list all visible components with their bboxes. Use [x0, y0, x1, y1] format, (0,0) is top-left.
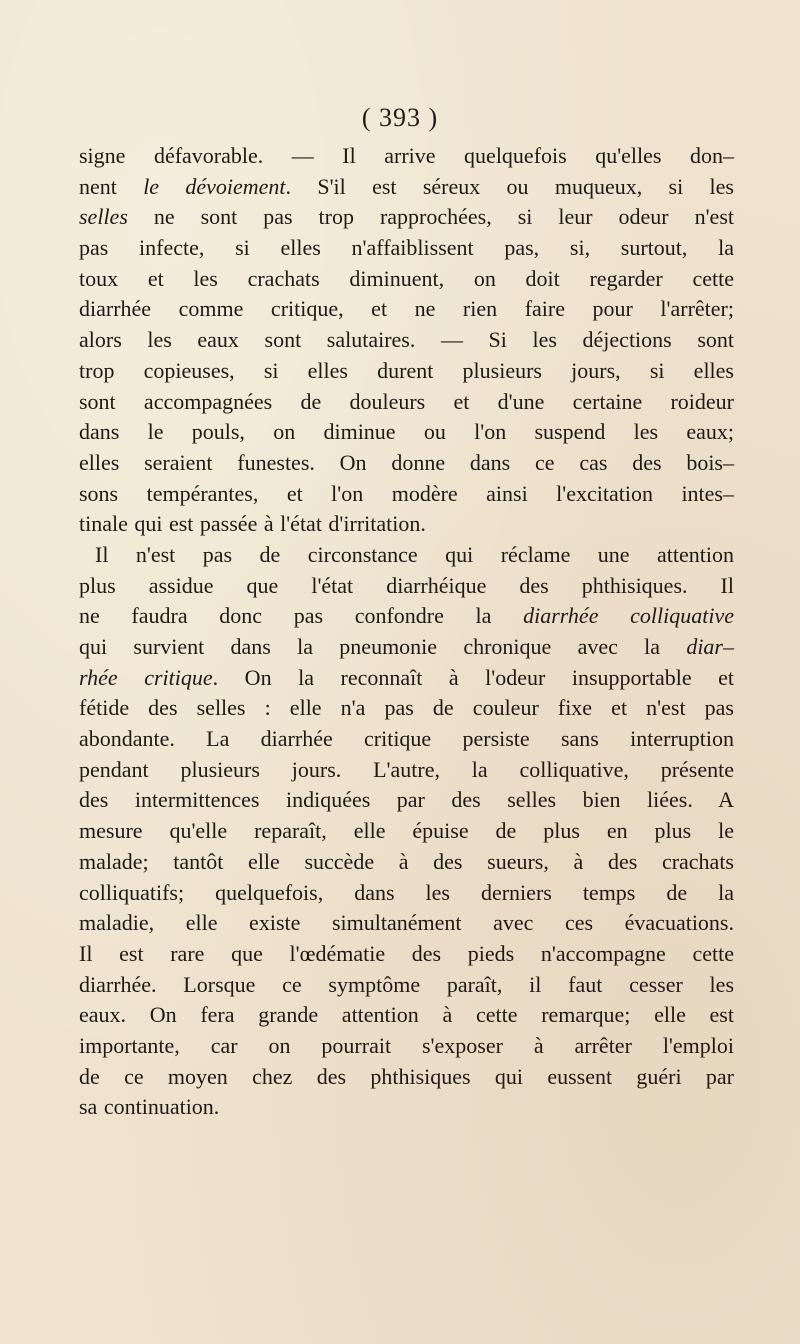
text-line: [79, 724, 734, 755]
text-line: [79, 509, 734, 540]
text-line: [79, 172, 734, 203]
text-segment: diarrhée comme critique, et ne rien faire pour l'arrêter;: [79, 296, 734, 322]
text-segment: qui survient dans la pneumonie chronique avec la: [79, 634, 687, 659]
text-line: [79, 908, 734, 939]
text-line: [79, 939, 734, 970]
text-line: [79, 479, 734, 510]
text-line: [79, 1031, 734, 1062]
text-line: [79, 632, 734, 663]
text-segment: importante, car on pourrait s'exposer à arrêter l'emploi: [79, 1032, 734, 1058]
text-segment: sons tempérantes, et l'on modère ainsi l'excitation intes–: [79, 480, 734, 506]
text-segment: toux et les crachats diminuent, on doit regarder cette: [79, 265, 734, 291]
text-line: [79, 356, 734, 387]
text-line: [79, 847, 734, 878]
text-line: [79, 325, 734, 356]
italic-text: selles: [79, 204, 128, 230]
text-segment: malade; tantôt elle succède à des sueurs, à des crachats: [79, 848, 734, 874]
italic-text: le dévoiement: [143, 173, 286, 199]
text-segment: pendant plusieurs jours. L'autre, la colliquative, présente: [79, 756, 734, 782]
text-segment: . S'il est séreux ou muqueux, si les: [285, 173, 734, 199]
text-segment: elles seraient funestes. On donne dans ce cas des bois–: [79, 449, 734, 475]
italic-text: rhée critique: [79, 664, 213, 690]
text-segment: eaux. On fera grande attention à cette remarque; elle est: [79, 1002, 734, 1028]
text-line: [79, 1000, 734, 1031]
text-line: [79, 970, 734, 1001]
text-line: [79, 417, 734, 448]
text-line: [79, 294, 734, 325]
text-line: [79, 202, 734, 233]
text-segment: dans le pouls, on diminue ou l'on suspend les eaux;: [79, 419, 734, 445]
text-segment: maladie, elle existe simultanément avec ces évacuations.: [79, 910, 734, 936]
page-number: ( 393 ): [361, 103, 439, 132]
text-line: [79, 878, 734, 909]
text-segment: de ce moyen chez des phthisiques qui eussent guéri par: [79, 1063, 734, 1089]
text-segment: alors les eaux sont salutaires. — Si les déjections sont: [79, 327, 734, 353]
text-line: [79, 785, 734, 816]
text-segment: sont accompagnées de douleurs et d'une certaine roideur: [79, 388, 734, 414]
text-segment: . On la reconnaît à l'odeur insupportable et: [212, 664, 735, 690]
text-line: [79, 571, 734, 602]
italic-text: diarrhée colliquative: [523, 603, 734, 629]
text-line: [79, 387, 734, 418]
text-segment: pas infecte, si elles n'affaiblissent pas, si, surtout, la: [79, 235, 734, 261]
text-line: [79, 663, 734, 694]
text-segment: ne sont pas trop rapprochées, si leur odeur n'est: [127, 204, 734, 230]
text-segment: signe défavorable. — Il arrive quelquefois qu'elles don–: [79, 143, 734, 168]
text-line: [79, 448, 734, 479]
text-line: [79, 141, 734, 172]
text-segment: abondante. La diarrhée critique persiste sans interruption: [79, 726, 734, 752]
body-text: [79, 141, 734, 1123]
text-line: [79, 601, 734, 632]
italic-text: diar–: [686, 634, 734, 659]
text-segment: trop copieuses, si elles durent plusieurs jours, si elles: [79, 357, 734, 383]
text-segment: des intermittences indiquées par des selles bien liées. A: [79, 787, 734, 813]
text-segment: sa continuation.: [79, 1094, 220, 1120]
text-segment: Il n'est pas de circonstance qui réclame une attention: [95, 541, 734, 567]
text-segment: tinale qui est passée à l'état d'irritation.: [79, 511, 426, 537]
text-segment: diarrhée. Lorsque ce symptôme paraît, il faut cesser les: [79, 971, 734, 997]
text-line: [79, 1092, 734, 1123]
text-line: [79, 693, 734, 724]
text-segment: fétide des selles : elle n'a pas de couleur fixe et n'est pas: [79, 695, 734, 721]
text-line: [79, 264, 734, 295]
text-line: [79, 1062, 734, 1093]
text-segment: Il est rare que l'œdématie des pieds n'accompagne cette: [79, 940, 734, 966]
text-line: [79, 233, 734, 264]
text-line: [79, 540, 734, 571]
text-segment: ne faudra donc pas confondre la: [79, 603, 524, 629]
text-line: [79, 755, 734, 786]
text-segment: nent: [79, 173, 144, 199]
text-segment: colliquatifs; quelquefois, dans les derniers temps de la: [79, 879, 734, 905]
text-segment: mesure qu'elle reparaît, elle épuise de plus en plus le: [79, 818, 734, 844]
text-line: [79, 816, 734, 847]
text-segment: plus assidue que l'état diarrhéique des phthisiques. Il: [79, 572, 734, 598]
